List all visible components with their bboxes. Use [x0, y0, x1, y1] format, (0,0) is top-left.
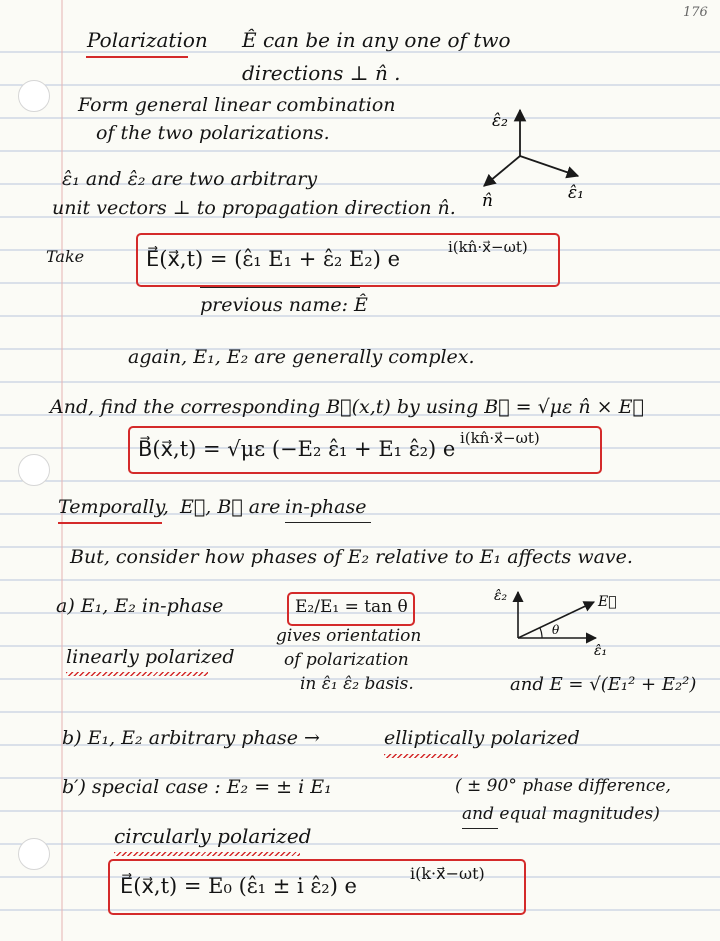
equation-E-field: E⃗(x⃗,t) = (ε̂₁ E₁ + ε̂₂ E₂) e [146, 247, 401, 271]
line-equal-magnitudes: and equal magnitudes) [462, 804, 660, 824]
polarization-angle-diagram [490, 580, 620, 660]
angle-theta-label: θ [552, 623, 560, 637]
angle-arc [540, 628, 542, 638]
temporally-underline [58, 522, 162, 524]
punch-hole-middle [18, 454, 50, 486]
triad-e1-label: ε̂₁ [568, 183, 584, 203]
circular-wavy-underline [114, 852, 300, 856]
punch-hole-bottom [18, 838, 50, 870]
line-directions: directions ⊥ n̂ . [242, 61, 401, 85]
line-two-polarizations: of the two polarizations. [96, 122, 330, 144]
label-circularly-polarized: circularly polarized [114, 824, 312, 848]
triad-n-label: n̂ [482, 191, 493, 208]
line-again-complex: again, E₁, E₂ are generally complex. [128, 346, 475, 368]
triad-e1-arrow [520, 156, 578, 176]
page-number: 176 [683, 5, 708, 20]
line-E-B-are: E⃗, B⃗ are [180, 496, 281, 518]
line-gives-orientation: gives orientation [276, 626, 422, 646]
equation-box-circular [108, 859, 526, 915]
punch-hole-top [18, 80, 50, 112]
equation-circular: E⃗(x⃗,t) = E₀ (ε̂₁ ± i ε̂₂) e [120, 874, 357, 898]
label-temporally: Temporally, [58, 496, 169, 518]
elliptic-wavy-underline [384, 754, 458, 758]
triad-e2-label: ε̂₂ [492, 111, 508, 131]
label-take: Take [46, 247, 85, 266]
angle-E-label: E⃗ [598, 594, 617, 610]
line-can-be: Ê can be in any one of two [242, 28, 511, 52]
line-in-basis: in ε̂₁ ε̂₂ basis. [300, 674, 414, 694]
linear-wavy-underline [66, 672, 208, 676]
case-a-label: a) E₁, E₂ in-phase [56, 595, 224, 617]
equation-circular-exponent: i(k·x⃗−ωt) [410, 864, 485, 883]
line-form-general: Form general linear combination [78, 94, 396, 116]
equation-E-exponent: i(kn̂·x⃗−ωt) [448, 238, 528, 256]
ratio-equation: E₂/E₁ = tan θ [295, 597, 408, 617]
ratio-box [287, 592, 415, 626]
angle-e1-label: ε̂₁ [594, 643, 608, 659]
heading-polarization: Polarization [87, 28, 208, 52]
case-bprime-label: b′) special case : E₂ = ± i E₁ [62, 776, 332, 798]
label-in-phase: in-phase [285, 496, 367, 518]
and-underline [462, 828, 498, 829]
angle-e2-label: ε̂₂ [494, 588, 508, 604]
line-of-polarization: of polarization [284, 650, 409, 670]
equation-box-B [128, 426, 602, 474]
line-unit-vectors: unit vectors ⊥ to propagation direction n̂. [52, 197, 456, 219]
in-phase-underline [285, 522, 371, 523]
line-magnitude: and E = √(E₁² + E₂²) [510, 674, 697, 695]
line-arbitrary-vectors: ε̂₁ and ε̂₂ are two arbitrary [62, 168, 318, 190]
line-and-find-B: And, find the corresponding B⃗(x,t) by using B⃗ = √με n̂ × E⃗ [50, 396, 644, 418]
line-phase-difference: ( ± 90° phase difference, [455, 776, 671, 796]
equation-underline [200, 287, 360, 288]
triad-n-arrow [484, 156, 520, 186]
case-b-label: b) E₁, E₂ arbitrary phase → [62, 727, 320, 749]
equation-B-exponent: i(kn̂·x⃗−ωt) [460, 429, 540, 447]
equation-B-field: B⃗(x⃗,t) = √με (−E₂ ε̂₁ + E₁ ε̂₂) e [138, 437, 456, 461]
equation-box-E [136, 233, 560, 287]
heading-underline [86, 56, 188, 58]
label-linearly-polarized: linearly polarized [66, 646, 235, 668]
line-previous-name: previous name: Ê [200, 294, 368, 316]
label-elliptically-polarized: elliptically polarized [384, 727, 580, 749]
line-but-consider: But, consider how phases of E₂ relative to E₁ affects wave. [70, 546, 633, 568]
basis-triad-diagram [472, 98, 632, 208]
